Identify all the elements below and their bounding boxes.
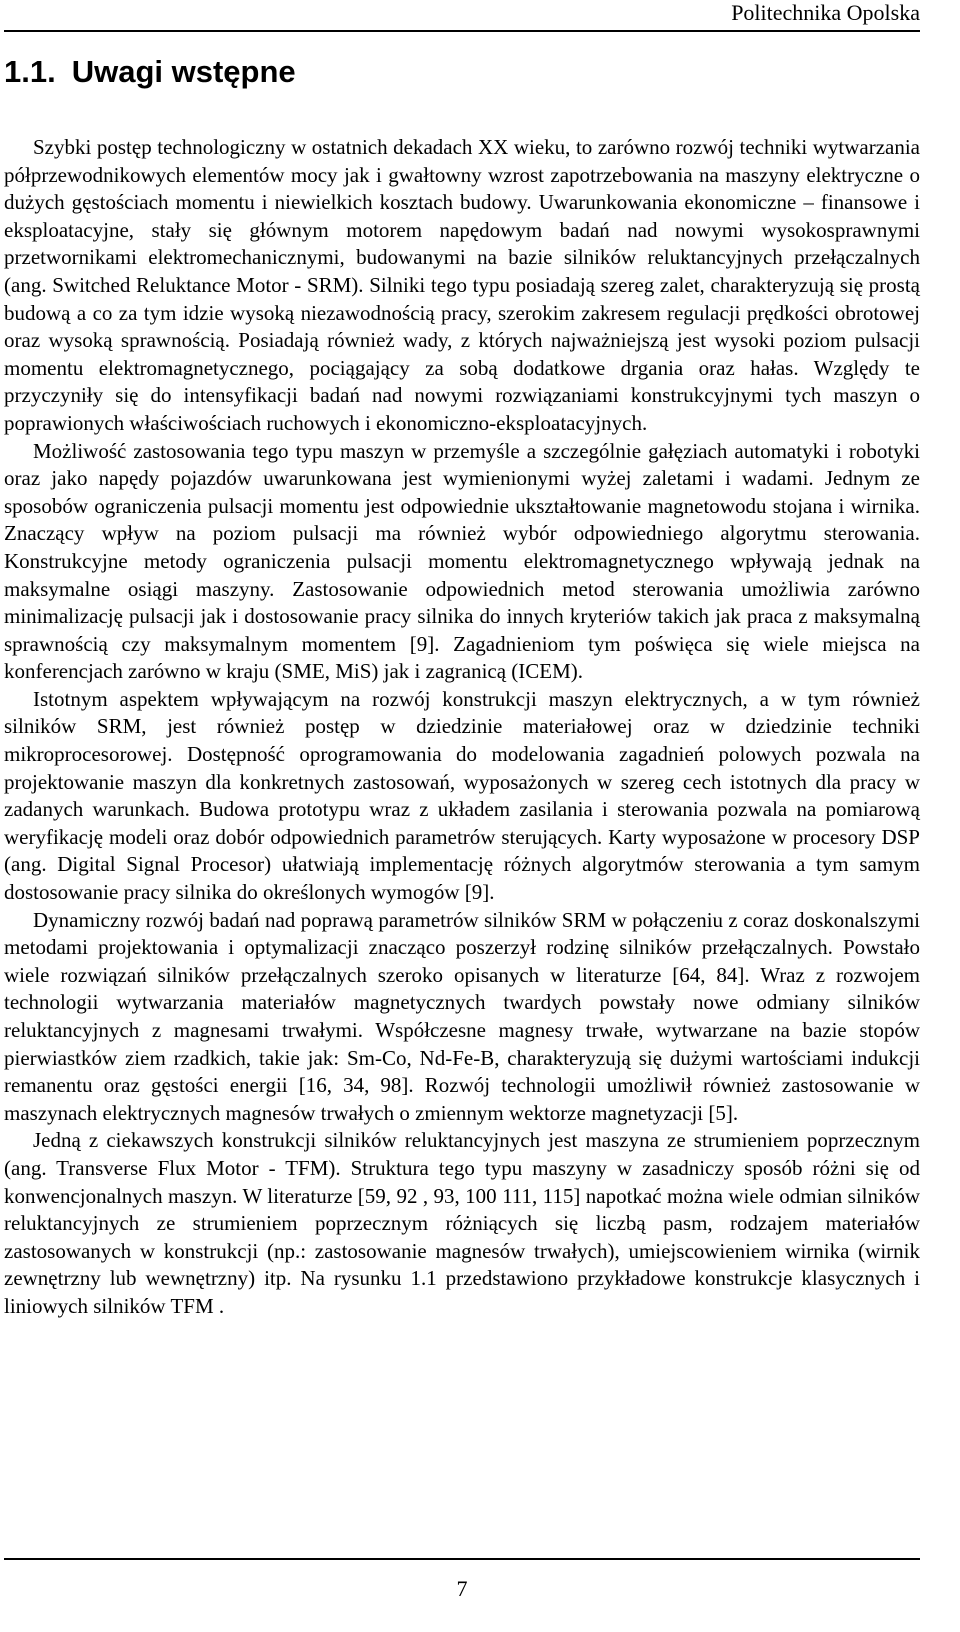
page-number: 7	[456, 1576, 468, 1601]
section-title: Uwagi wstępne	[71, 54, 296, 89]
paragraph-5: Jedną z ciekawszych konstrukcji silników reluktancyjnych jest maszyna ze strumieniem poprzecznym (ang. Transverse Flux Motor - TFM). Struktura tego typu maszyny w zasadniczy sposób różni się od konwencjonalnych maszyn. W literaturze [59, 92 , 93, 100 111, 115] napotkać można wiele odmian silników reluktancyjnych ze strumieniem poprzecznym różniących się liczbą pasm, rodzajem materiałów zastosowanych w konstrukcji (np.: zastosowanie magnesów trwałych), umiejscowieniem wirnika (wirnik zewnętrzny lub wewnętrzny) itp. Na rysunku 1.1 przedstawiono przykładowe konstrukcje klasycznych i liniowych silników TFM .	[4, 1128, 920, 1318]
section-number: 1.1.	[4, 54, 56, 89]
paragraph-3: Istotnym aspektem wpływającym na rozwój konstrukcji maszyn elektrycznych, a w tym również silników SRM, jest również postęp w dziedzinie materiałowej oraz w dziedzinie techniki mikroprocesorowej. Dostępność oprogramowania do modelowania zagadnień polowych pozwala na projektowanie maszyn dla konkretnych zastosowań, wyposażonych w szereg cech istotnych dla pracy w zadanych warunkach. Budowa prototypu wraz z układem zasilania i sterowania pozwala na pomiarową weryfikację modeli oraz dobór odpowiednich parametrów sterujących. Karty wyposażone w procesory DSP (ang. Digital Signal Procesor) ułatwiają implementację różnych algorytmów sterowania a tym samym dostosowanie pracy silnika do określonych wymogów [9].	[4, 686, 920, 905]
paragraph-4: Dynamiczny rozwój badań nad poprawą parametrów silników SRM w połączeniu z coraz doskonalszymi metodami projektowania i optymalizacji znacząco poszerzył rodzinę silników przełączalnych. Powstało wiele rozwiązań silników przełączalnych szeroko opisanych w literaturze [64, 84]. Wraz z rozwojem technologii wytwarzania materiałów magnetycznych twardych powstały nowe odmiany silników reluktancyjnych z magnesami trwałymi. Współczesne magnesy trwałe, wytwarzane na bazie stopów pierwiastków ziem rzadkich, takie jak: Sm-Co, Nd-Fe-B, charakteryzują się dużymi wartościami indukcji remanentu oraz gęstości energii [16, 34, 98]. Rozwój technologii umożliwił również zastosowanie w maszynach elektrycznych magnesów trwałych o zmiennym wektorze magnetyzacji [5].	[4, 907, 920, 1125]
page-header	[4, 0, 920, 32]
section-heading	[4, 52, 296, 92]
page-footer	[4, 1558, 920, 1620]
paragraph-2: Możliwość zastosowania tego typu maszyn w przemyśle a szczególnie gałęziach automatyki i robotyki oraz jako napędy pojazdów uwarunkowana jest wymienionymi wyżej zaletami i wadami. Jednym ze sposobów ograniczenia pulsacji momentu jest odpowiednie ukształtowanie magnetowodu stojana i wirnika. Znaczący wpływ na poziom pulsacji ma również wybór odpowiedniego algorytmu sterowania. Konstrukcyjne metody ograniczenia pulsacji momentu elektromagnetycznego wpływają jednak na maksymalne osiągi maszyny. Zastosowanie odpowiednich metod sterowania umożliwia zarówno minimalizację pulsacji jak i dostosowanie pracy silnika do innych kryteriów takich jak praca z maksymalną sprawnością czy maksymalnym momentem [9]. Zagadnieniom tym poświęca się wiele miejsca na konferencjach zarówno w kraju (SME, MiS) jak i zagranicą (ICEM).	[4, 438, 920, 684]
body-text	[4, 134, 920, 1321]
header-title: Politechnika Opolska	[731, 0, 920, 25]
paragraph-1: Szybki postęp technologiczny w ostatnich dekadach XX wieku, to zarówno rozwój techniki wytwarzania półprzewodnikowych elementów mocy jak i gwałtowny wzrost zapotrzebowania na maszyny elektryczne o dużych gęstościach momentu i niewielkich kosztach budowy. Uwarunkowania ekonomiczne – finansowe i eksploatacyjne, stały się głównym motorem napędowym badań nad nowymi wysokosprawnymi przetwornikami elektromechanicznymi, budowanymi na bazie silników reluktancyjnych przełączalnych (ang. Switched Reluktance Motor - SRM). Silniki tego typu posiadają szereg zalet, charakteryzują się prostą budową a co za tym idzie wysoką niezawodnością pracy, szerokim zakresem regulacji prędkości obrotowej oraz wysoką sprawnością. Posiadają również wady, z których najważniejszą jest wysoki poziom pulsacji momentu elektromagnetycznego, pociągający za sobą dodatkowe drgania oraz hałas. Względy te przyczyniły się do intensyfikacji badań nad nowymi rozwiązaniami konstrukcyjnymi tych maszyn o poprawionych właściwościach ruchowych i ekonomiczno-eksploatacyjnych.	[4, 135, 920, 435]
